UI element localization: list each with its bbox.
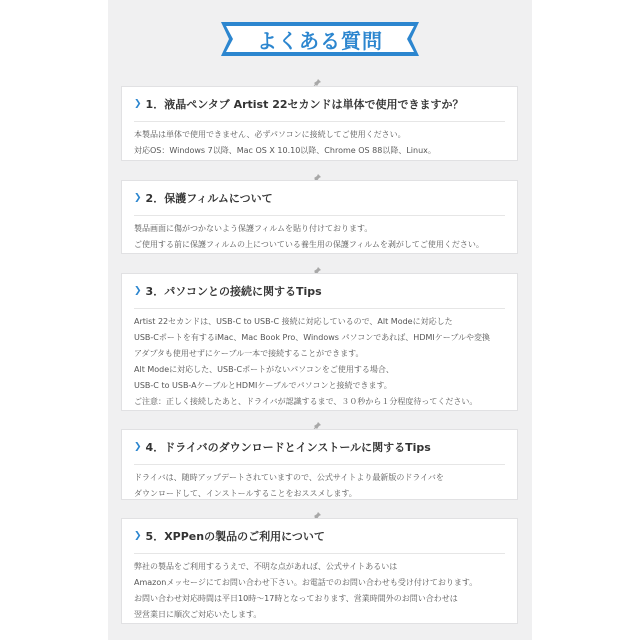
faq-answer [134,470,509,502]
answer-line: ご注意：正しく接続したあと、ドライバが認識するまで、３０秒から１分程度待ってください。 [134,397,478,406]
page-title: よくある質問 [257,28,383,53]
answer-line: ダウンロードして、インストールすることをおススメします。 [134,489,357,498]
answer-line: お問い合わせ対応時間は平日10時〜17時となっております、営業時間外のお問い合わせは [134,594,458,603]
answer-line: USB-Cポートを有するiMac、Mac Book Pro、Windows パソコンであれば、HDMIケーブルや変換 [134,333,491,342]
answer-line: 弊社の製品をご利用するうえで、不明な点があれば、公式サイトあるいは [134,562,398,571]
chevron-right-icon: ❯ [134,193,142,203]
answer-line: ご使用する前に保護フィルムの上についている養生用の保護フィルムを剥がしてご使用ください。 [134,240,484,249]
faq-card [121,180,518,254]
answer-line: Amazonメッセージにてお問い合わせ下さい。お電話でのお問い合わせも受け付けております。 [134,578,478,587]
answer-line: 翌営業日に順次ご対応いたします。 [134,610,262,619]
title-banner [221,18,419,60]
faq-title: 3．パソコンとの接続に関するTips [145,285,322,298]
answer-line: 製品画面に傷がつかないよう保護フィルムを貼り付けております。 [134,224,373,233]
faq-card [121,429,518,500]
faq-question[interactable] [134,430,505,465]
answer-line: アダプタも使用せずにケーブル一本で接続することができます。 [134,349,364,358]
faq-card [121,273,518,411]
answer-line: 対応OS：Windows 7以降、Mac OS X 10.10以降、Chrome OS 88以降、Linux。 [134,146,436,155]
answer-line: Alt Modeに対応した、USB-Cポートがないパソコンをご使用する場合、 [134,365,394,374]
answer-line: Artist 22セカンドは、USB-C to USB-C 接続に対応しているので、Alt Modeに対応した [134,317,453,326]
faq-card [121,518,518,624]
faq-title: 4．ドライバのダウンロードとインストールに関するTips [145,441,431,454]
faq-question[interactable] [134,87,505,122]
faq-question[interactable] [134,274,505,309]
faq-title: 1．液晶ペンタブ Artist 22セカンドは単体で使用できますか？ [145,98,464,111]
chevron-right-icon: ❯ [134,442,142,452]
faq-card [121,86,518,161]
chevron-right-icon: ❯ [134,286,142,296]
faq-answer [134,221,509,253]
faq-question[interactable] [134,519,505,554]
faq-title: 5．XPPenの製品のご利用について [145,530,325,543]
faq-answer [134,314,509,410]
faq-question[interactable] [134,181,505,216]
chevron-right-icon: ❯ [134,531,142,541]
faq-title: 2．保護フィルムについて [145,192,273,205]
answer-line: ドライバは、随時アップデートされていますので、公式サイトより最新版のドライバを [134,473,444,482]
answer-line: 本製品は単体で使用できません、必ずパソコンに接続してご使用ください。 [134,130,406,139]
chevron-right-icon: ❯ [134,99,142,109]
answer-line: USB-C to USB-AケーブルとHDMIケーブルでパソコンと接続できます。 [134,381,392,390]
faq-answer [134,559,509,623]
faq-answer [134,127,509,159]
